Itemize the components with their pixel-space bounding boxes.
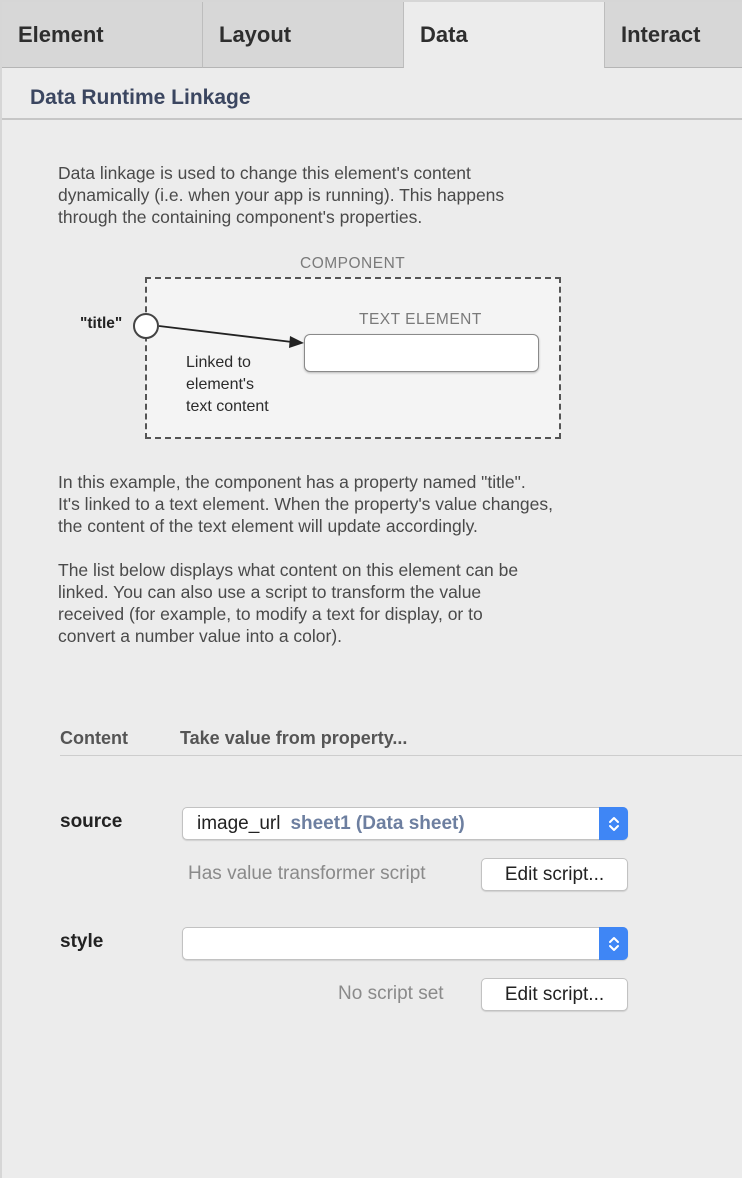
source-property-select[interactable] xyxy=(182,807,628,840)
select-value: image_url xyxy=(197,812,281,834)
linked-note: Linked to element's text content xyxy=(186,354,269,415)
text-element-label: TEXT ELEMENT xyxy=(359,311,482,328)
list-text: The list below displays what content on this element can be linked. You can also use a script to transform the value received (for example, to modify a text for display, or to convert a number value into a color). xyxy=(58,560,519,646)
tab-interact[interactable]: Interact xyxy=(605,2,742,68)
column-header-property: Take value from property... xyxy=(180,728,408,748)
style-property-select[interactable] xyxy=(182,927,628,960)
edit-script-button-source[interactable]: Edit script... xyxy=(481,858,628,891)
tab-bar xyxy=(2,2,742,68)
property-port-circle xyxy=(133,313,159,339)
tab-data[interactable]: Data xyxy=(404,2,605,68)
section-title: Data Runtime Linkage xyxy=(30,86,251,109)
column-header-content: Content xyxy=(60,728,128,748)
title-property-label: "title" xyxy=(80,315,123,332)
table-divider xyxy=(60,755,742,756)
edit-script-button-style[interactable]: Edit script... xyxy=(481,978,628,1011)
script-status-source: Has value transformer script xyxy=(188,863,426,884)
tab-layout[interactable]: Layout xyxy=(203,2,404,68)
text-element-box xyxy=(304,334,539,372)
component-label: COMPONENT xyxy=(300,255,406,272)
example-text: In this example, the component has a property named "title". It's linked to a text element. When the property's value changes, the content of the text element will update accordingly. xyxy=(58,472,554,536)
row-label-source: source xyxy=(60,811,123,832)
tab-element[interactable]: Element xyxy=(2,2,203,68)
intro-text: Data linkage is used to change this element's content dynamically (i.e. when your app is running). This happens through the containing component's properties. xyxy=(58,163,505,227)
chevron-up-down-icon xyxy=(599,807,628,840)
section-divider xyxy=(2,118,742,120)
script-status-style: No script set xyxy=(338,983,444,1004)
select-source: sheet1 (Data sheet) xyxy=(290,812,465,834)
row-label-style: style xyxy=(60,931,104,952)
chevron-up-down-icon xyxy=(599,927,628,960)
